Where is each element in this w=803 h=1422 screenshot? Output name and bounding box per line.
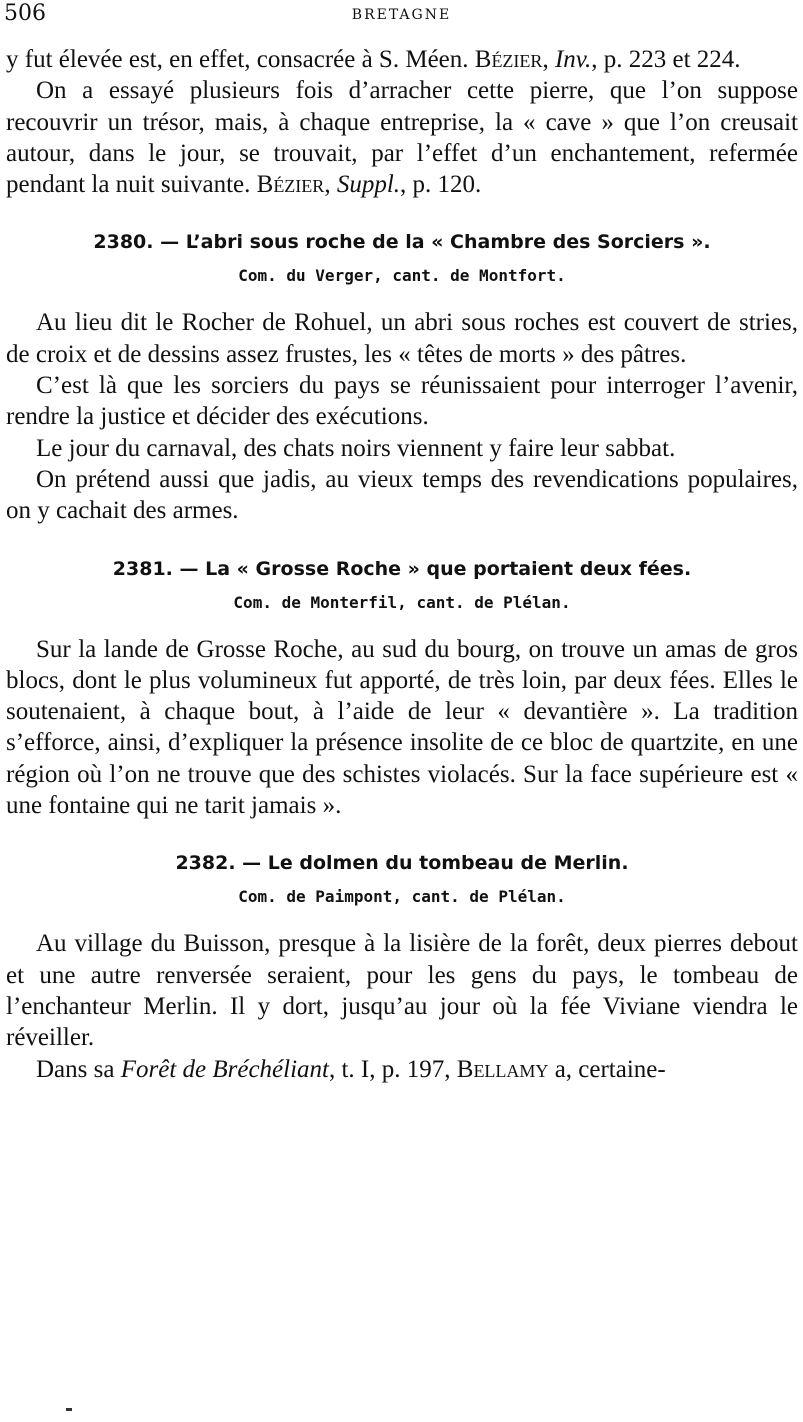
running-title: BRETAGNE bbox=[351, 7, 452, 23]
author-name: Bézier bbox=[474, 46, 543, 73]
book-title: Forêt de Bréchéliant bbox=[120, 1055, 329, 1083]
section-paragraph: On prétend aussi que jadis, au vieux temps des revendications populaires, on y cachait des armes. bbox=[6, 465, 798, 525]
section-paragraph: Au lieu dit le Rocher de Rohuel, un abri sous roches est couvert de stries, de croix et de dessins assez frustes, les « têtes de morts » des pâtres. bbox=[6, 309, 798, 368]
section-location: Com. de Paimpont, cant. de Plélan. bbox=[238, 887, 566, 907]
section-paragraph: Dans sa Forêt de Bréchéliant, t. I, p. 197, Bellamy a, certaine- bbox=[36, 1055, 666, 1083]
section-paragraph: Sur la lande de Grosse Roche, au sud du bourg, on trouve un amas de gros blocs, dont le plus volumineux fut apporté, de très loin, par deux fées. Elles le soutenaient, à chaque bout, à l’aide de leur « devantière ». La tradition s’efforce, ainsi, d’expliquer la présence insolite de ce bloc de quartzite, en une région où l’on ne trouve que des schistes violacés. Sur la face supérieure est « une fontaine qui ne tarit jamais ». bbox=[6, 635, 798, 820]
reference-title: Inv. bbox=[554, 46, 592, 73]
page-number: 506 bbox=[4, 1, 46, 26]
section-paragraph: C’est là que les sorciers du pays se réunissaient pour interroger l’avenir, rendre la justice et décider des exécutions. bbox=[6, 372, 798, 431]
page-body bbox=[6, 44, 798, 1085]
section-paragraph: Au village du Buisson, presque à la lisière de la forêt, deux pierres debout et une autre renversée seraient, pour les gens du pays, le tombeau de l’enchanteur Merlin. Il y dort, jusqu’au jour où la fée Viviane viendra le réveiller. bbox=[6, 930, 798, 1052]
section-title: 2382. — Le dolmen du tombeau de Merlin. bbox=[175, 852, 629, 875]
section-title: 2380. — L’abri sous roche de la « Chambre des Sorciers ». bbox=[93, 231, 711, 254]
author-name: Bellamy bbox=[456, 1055, 549, 1083]
page-header bbox=[0, 0, 803, 32]
print-mark bbox=[66, 1408, 72, 1411]
section-title: 2381. — La « Grosse Roche » que portaient deux fées. bbox=[112, 557, 692, 580]
author-name: Bézier bbox=[256, 171, 325, 199]
section-location: Com. du Verger, cant. de Montfort. bbox=[238, 266, 566, 286]
reference-title: Suppl. bbox=[336, 171, 401, 199]
intro-paragraph: y fut élevée est, en effet, consacrée à S. Méen. Bézier, Inv., p. 223 et 224. bbox=[6, 46, 741, 73]
intro-paragraph: On a essayé plusieurs fois d’arracher cette pierre, que l’on suppose recouvrir un trésor, mais, à chaque entreprise, la « cave » que l’on creusait autour, dans le jour, se trouvait, par l’effet d’un enchantement, refermée pendant la nuit suivante. Bézier, Suppl., p. 120. bbox=[6, 77, 798, 199]
section-paragraph: Le jour du carnaval, des chats noirs viennent y faire leur sabbat. bbox=[36, 434, 676, 462]
section-location: Com. de Monterfil, cant. de Plélan. bbox=[233, 592, 571, 612]
